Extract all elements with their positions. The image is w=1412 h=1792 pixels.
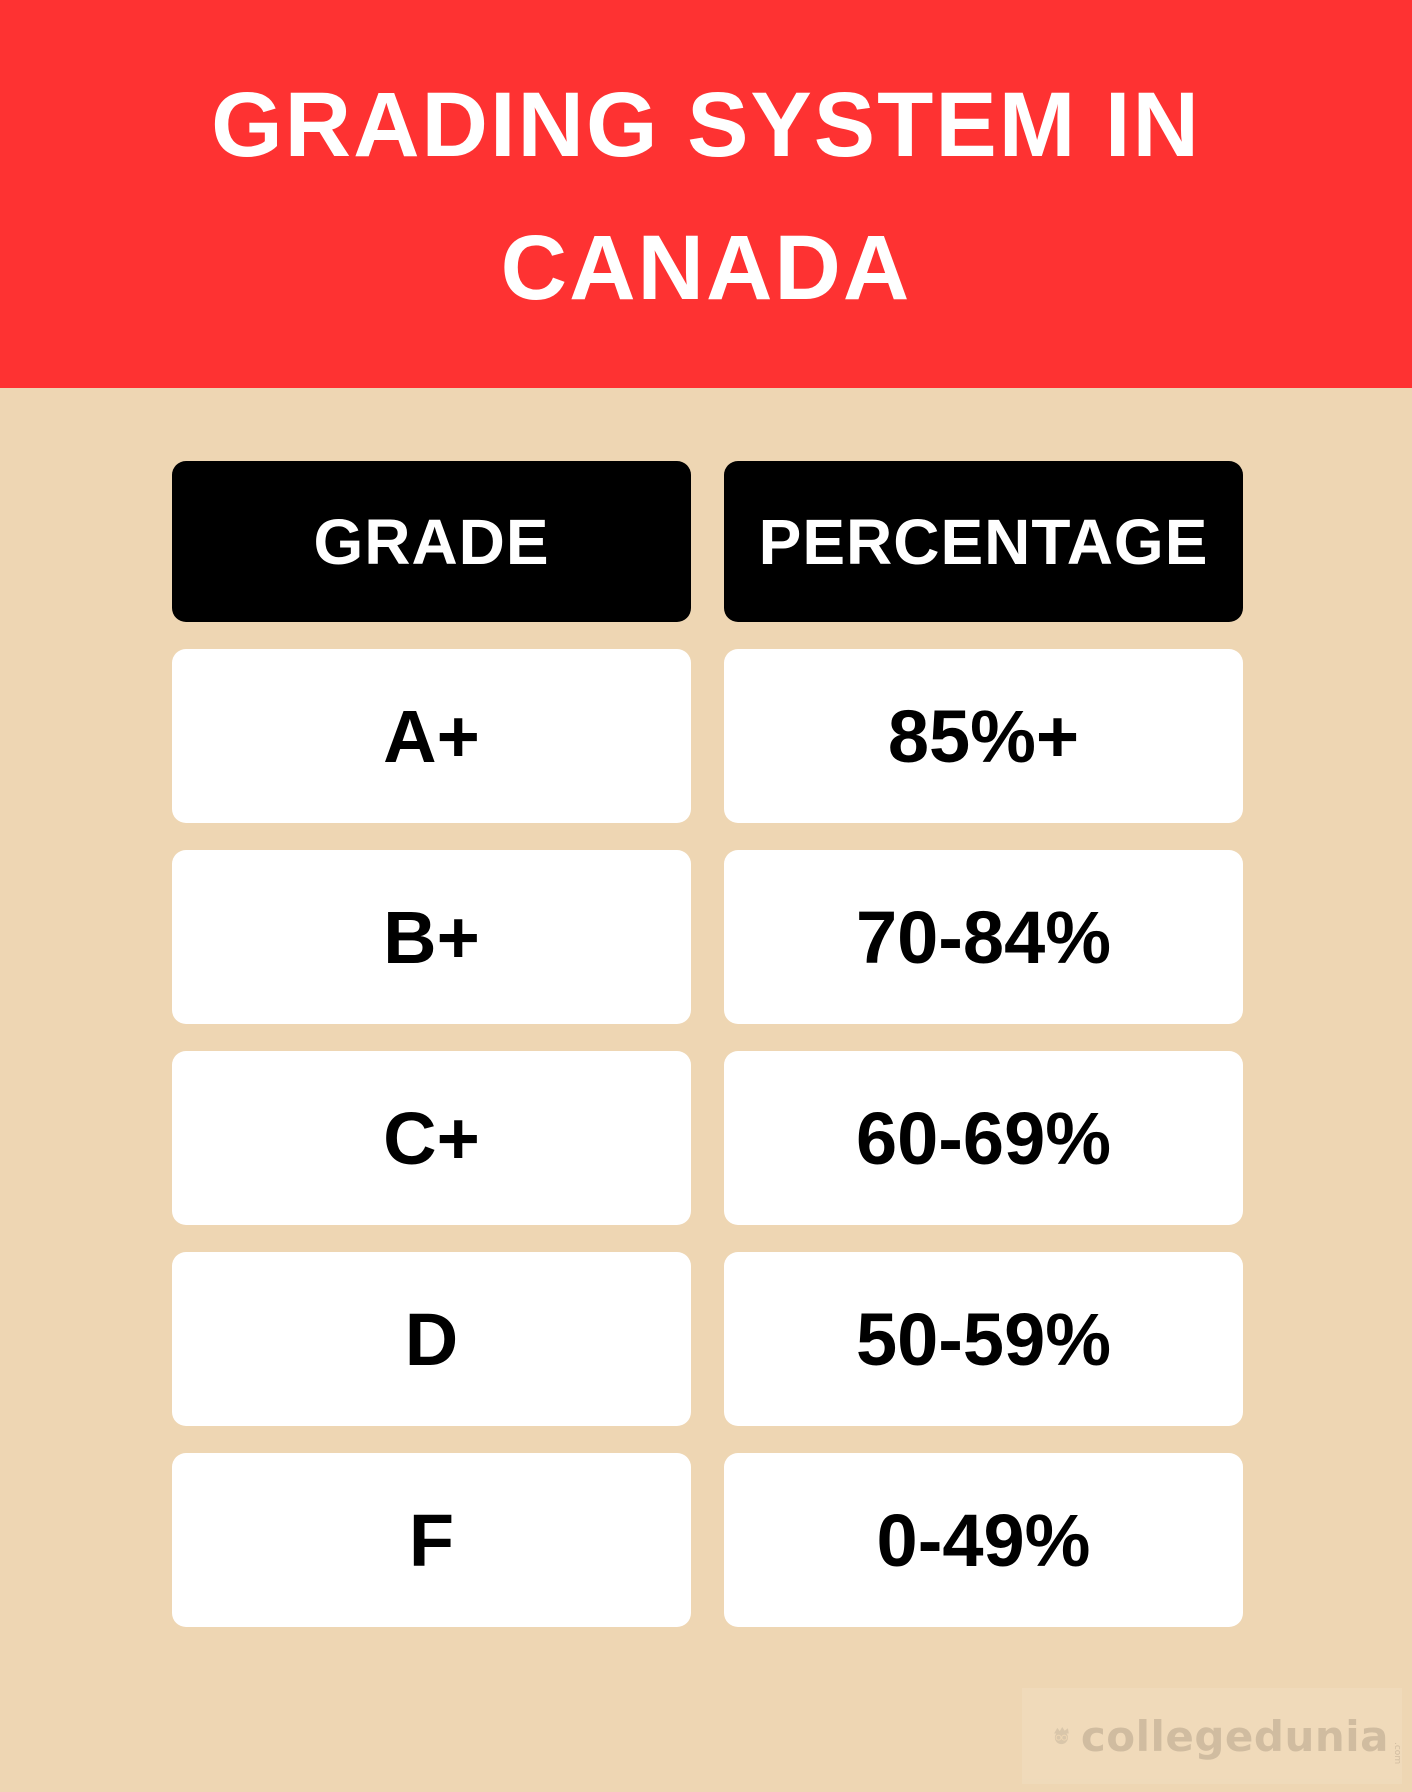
student-glasses-logo-icon [1050,1708,1073,1764]
percentage-cell: 0-49% [724,1453,1243,1627]
column-header-percentage: PERCENTAGE [724,461,1243,622]
grade-cell: D [172,1252,691,1426]
grade-cell: B+ [172,850,691,1024]
grade-cell: A+ [172,649,691,823]
percentage-cell: 50-59% [724,1252,1243,1426]
title-line-1: GRADING SYSTEM IN [211,74,1201,176]
watermark-suffix: .com [1392,1741,1402,1764]
title-line-2: CANADA [500,217,912,319]
column-header-grade: GRADE [172,461,691,622]
grade-cell: F [172,1453,691,1627]
collegedunia-watermark [1022,1688,1402,1784]
percentage-cell: 85%+ [724,649,1243,823]
grade-cell: C+ [172,1051,691,1225]
header-banner [0,0,1412,388]
percentage-cell: 60-69% [724,1051,1243,1225]
percentage-cell: 70-84% [724,850,1243,1024]
watermark-brand: collegedunia [1080,1711,1389,1761]
page-title [106,48,1306,340]
